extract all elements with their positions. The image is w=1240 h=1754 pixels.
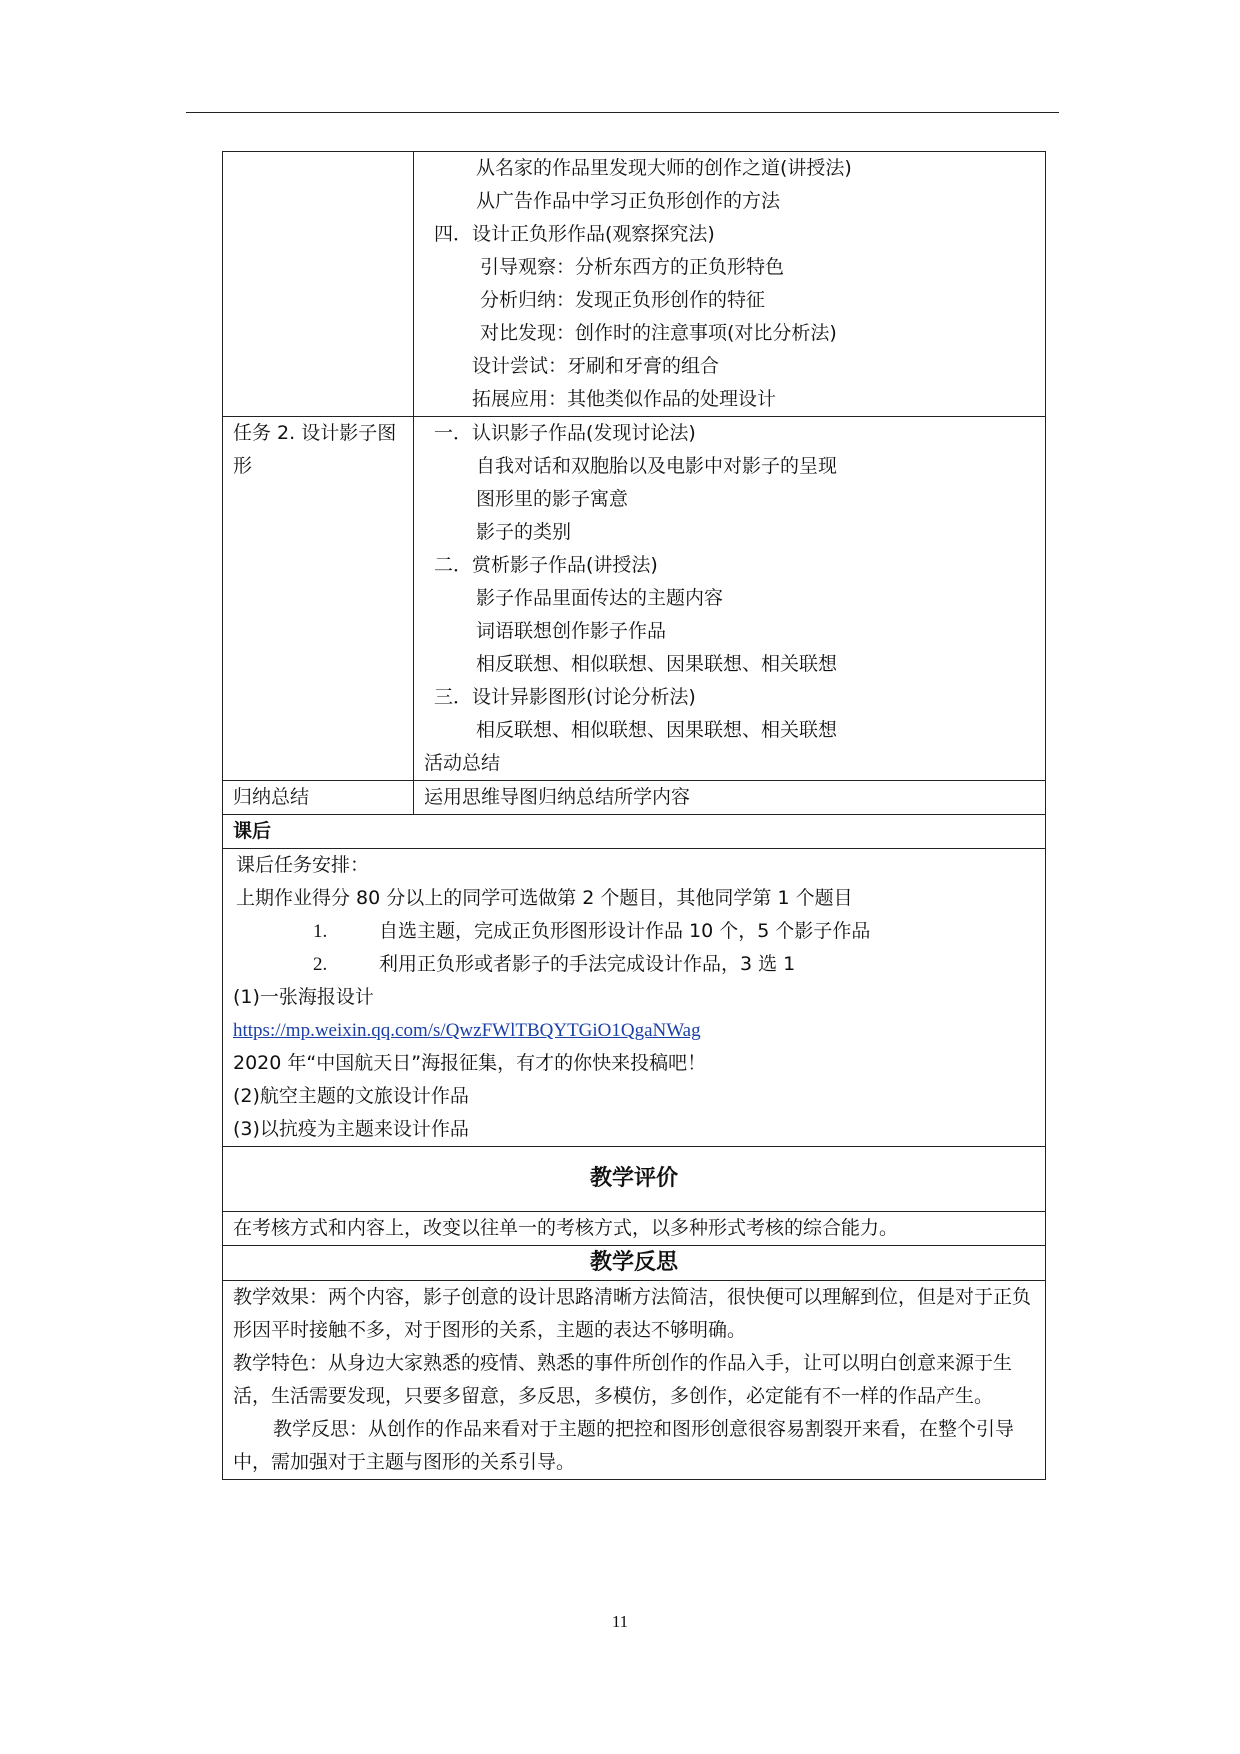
section-heading: 四．设计正负形作品(观察探究法) [434, 223, 715, 245]
list-item: 相反联想、相似联想、因果联想、相关联想 [476, 653, 838, 675]
after-class-rule: 上期作业得分 80 分以上的同学可选做第 2 个题目，其他同学第 1 个题目 [236, 887, 853, 909]
table-row [223, 1246, 1046, 1281]
option-epidemic: (3)以抗疫为主题来设计作品 [233, 1118, 469, 1140]
header-rule [186, 112, 1059, 113]
table-row [223, 849, 1046, 1147]
lesson-plan-table [222, 151, 1046, 1480]
list-item: 词语联想创作影子作品 [476, 620, 667, 642]
reflection-effect: 教学效果：两个内容，影子创意的设计思路清晰方法简洁，很快便可以理解到位，但是对于正负形因平时接触不多，对于图形的关系，主题的表达不够明确。 [233, 1286, 1032, 1341]
list-item: 相反联想、相似联想、因果联想、相关联想 [476, 719, 838, 741]
item-number: 2. [313, 954, 328, 975]
reflection-content [223, 1281, 1046, 1480]
evaluation-content: 在考核方式和内容上，改变以往单一的考核方式，以多种形式考核的综合能力。 [223, 1212, 1046, 1246]
reflection-feature: 教学特色：从身边大家熟悉的疫情、熟悉的事件所创作的作品入手，让可以明白创意来源于生活，生活需要发现，只要多留意，多反思，多模仿，多创作，必定能有不一样的作品产生。 [233, 1352, 1013, 1407]
list-item: 引导观察：分析东西方的正负形特色 [480, 256, 785, 278]
option-aviation: (2)航空主题的文旅设计作品 [233, 1085, 469, 1107]
after-class-label: 课后 [223, 815, 1046, 849]
table-row [223, 1281, 1046, 1480]
summary-label: 归纳总结 [223, 781, 414, 815]
task2-label: 任务 2. 设计影子图形 [223, 417, 414, 781]
list-item: 从名家的作品里发现大师的创作之道(讲授法) [476, 157, 852, 179]
table-row [223, 1147, 1046, 1212]
table-row [223, 1212, 1046, 1246]
summary-content: 运用思维导图归纳总结所学内容 [414, 781, 1046, 815]
reflection-title: 教学反思 [223, 1246, 1046, 1281]
campaign-text: 2020 年“中国航天日”海报征集，有才的你快来投稿吧！ [233, 1052, 707, 1074]
item-text: 自选主题，完成正负形图形设计作品 10 个，5 个影子作品 [379, 920, 871, 942]
weixin-link[interactable]: https://mp.weixin.qq.com/s/QwzFWlTBQYTGiO1QgaNWag [233, 1020, 701, 1041]
section-heading: 二．赏析影子作品(讲授法) [434, 554, 658, 576]
after-class-title: 课后任务安排： [236, 854, 370, 876]
table-row [223, 781, 1046, 815]
list-item [233, 915, 1035, 948]
section-heading: 一．认识影子作品(发现讨论法) [434, 422, 696, 444]
list-item: 分析归纳：发现正负形创作的特征 [480, 289, 766, 311]
list-item: 对比发现：创作时的注意事项(对比分析法) [480, 322, 837, 344]
list-item: 设计尝试：牙刷和牙膏的组合 [472, 355, 720, 377]
evaluation-title: 教学评价 [223, 1147, 1046, 1212]
list-item: 图形里的影子寓意 [476, 488, 629, 510]
list-item: 从广告作品中学习正负形创作的方法 [476, 190, 781, 212]
task2-content [414, 417, 1046, 781]
table-cell-empty [223, 152, 414, 417]
list-item: 自我对话和双胞胎以及电影中对影子的呈现 [476, 455, 838, 477]
list-item: 拓展应用：其他类似作品的处理设计 [472, 388, 777, 410]
table-row [223, 152, 1046, 417]
section-heading: 三．设计异影图形(讨论分析法) [434, 686, 696, 708]
reflection-reflect: 教学反思：从创作的作品来看对于主题的把控和图形创意很容易割裂开来看，在整个引导中，需加强对于主题与图形的关系引导。 [233, 1418, 1015, 1473]
table-row [223, 417, 1046, 781]
list-item: 影子的类别 [476, 521, 572, 543]
item-number: 1. [313, 921, 328, 942]
page-number: 11 [611, 1612, 629, 1631]
list-item [233, 948, 1035, 981]
item-text: 利用正负形或者影子的手法完成设计作品，3 选 1 [379, 953, 796, 975]
table-cell-method-steps [414, 152, 1046, 417]
list-item: 活动总结 [424, 752, 501, 774]
option-poster: (1)一张海报设计 [233, 986, 374, 1008]
table-row [223, 815, 1046, 849]
list-item: 影子作品里面传达的主题内容 [476, 587, 724, 609]
after-class-content [223, 849, 1046, 1147]
